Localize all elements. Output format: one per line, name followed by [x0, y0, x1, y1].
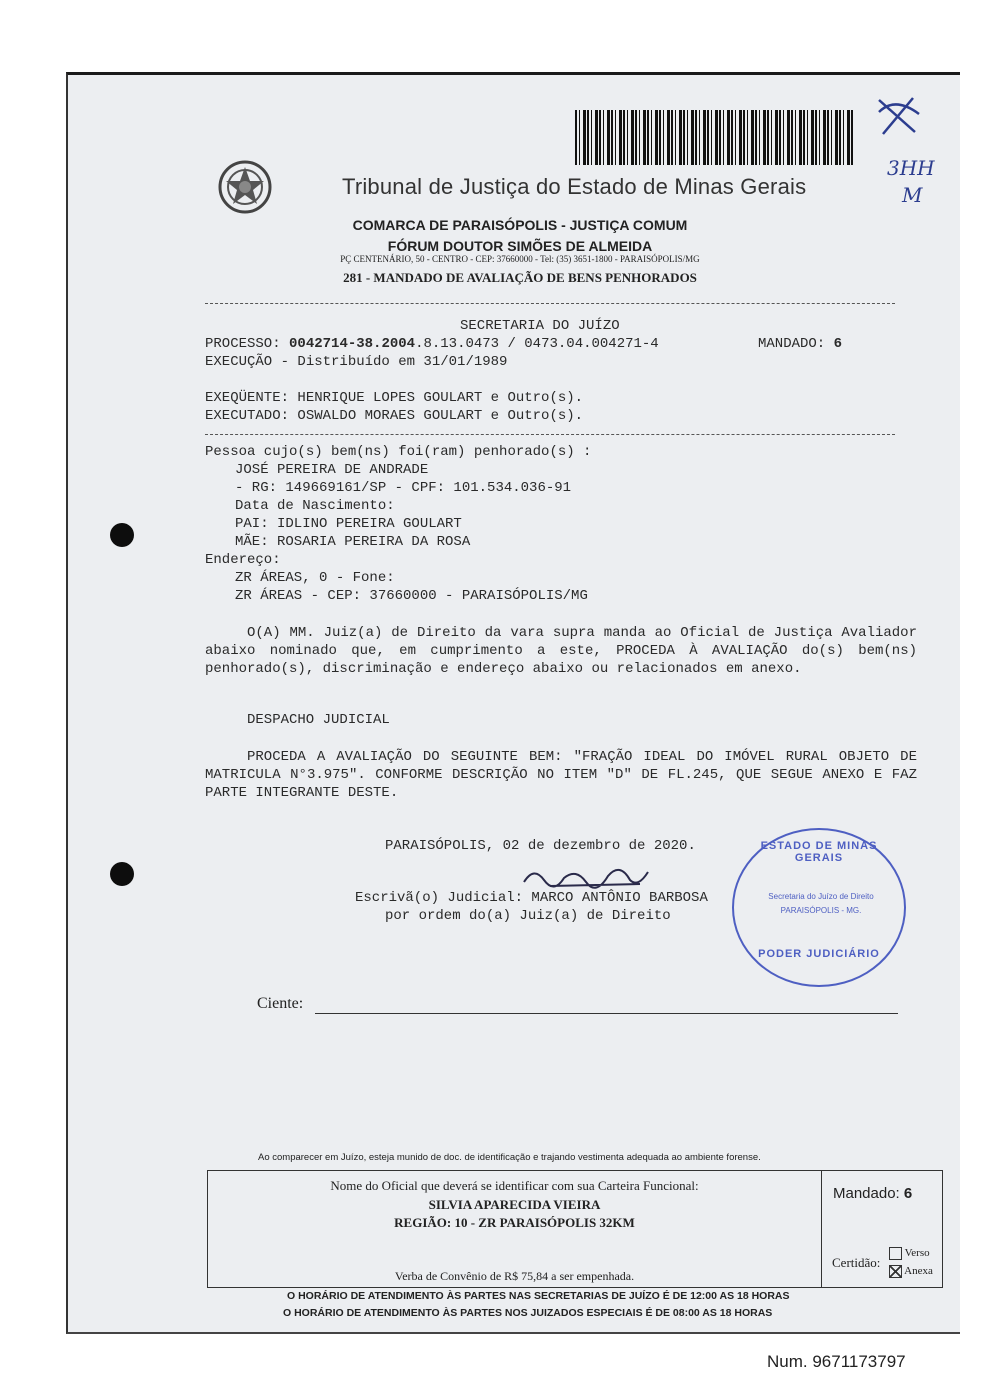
address-line-2: ZR ÁREAS - CEP: 37660000 - PARAISÓPOLIS/MG [235, 588, 588, 604]
certidao-label: Certidão: [832, 1255, 881, 1270]
processo-number-rest: .8.13.0473 / 0473.04.004271-4 [415, 336, 659, 352]
stamp-top-text: ESTADO DE MINAS GERAIS [760, 840, 878, 864]
processo-line [205, 336, 659, 352]
person-name: JOSÉ PEREIRA DE ANDRADE [235, 462, 429, 478]
address-label: Endereço: [205, 552, 281, 568]
forum-address: PÇ CENTENÁRIO, 50 - CENTRO - CEP: 37660000 - Tel: (35) 3651-1800 - PARAISÓPOLIS/MG [340, 254, 700, 264]
mandado-box-number: 6 [903, 1185, 913, 1202]
verso-option [889, 1247, 930, 1260]
person-father: PAI: IDLINO PEREIRA GOULART [235, 516, 462, 532]
executado-line: EXECUTADO: OSWALDO MORAES GOULART e Outro(s). [205, 408, 584, 424]
ciente-signature-line [315, 1013, 898, 1014]
address-line-1: ZR ÁREAS, 0 - Fone: [235, 570, 395, 586]
page-number: Num. 9671173797 [767, 1352, 906, 1371]
mandado-label: MANDADO: [758, 336, 826, 352]
person-birth: Data de Nascimento: [235, 498, 395, 514]
anexa-checkbox[interactable] [889, 1265, 902, 1278]
officer-box [207, 1170, 943, 1288]
hours-line-1: O HORÁRIO DE ATENDIMENTO ÀS PARTES NAS SECRETARIAS DE JUÍZO É DE 12:00 AS 18 HORAS [287, 1290, 790, 1302]
stamp-bottom-text: PODER JUDICIÁRIO [758, 948, 880, 960]
signer-line: Escrivã(o) Judicial: MARCO ANTÔNIO BARBOSA [355, 890, 708, 906]
ciente-label: Ciente: [257, 995, 304, 1012]
mandado-box-line [833, 1185, 912, 1202]
signer-subline: por ordem do(a) Juiz(a) de Direito [385, 908, 671, 924]
divider [205, 434, 895, 435]
processo-number-bold: 0042714-38.2004 [289, 336, 416, 352]
verso-checkbox[interactable] [889, 1247, 902, 1260]
date-line: PARAISÓPOLIS, 02 de dezembro de 2020. [385, 838, 696, 854]
person-mother: MÃE: ROSARIA PEREIRA DA ROSA [235, 534, 471, 550]
document-type: 281 - MANDADO DE AVALIAÇÃO DE BENS PENHORADOS [343, 270, 697, 285]
handwritten-initial: M [902, 183, 923, 207]
anexa-option [889, 1265, 933, 1278]
execucao-line: EXECUÇÃO - Distribuído em 31/01/1989 [205, 354, 508, 370]
officer-name: SILVIA APARECIDA VIEIRA [428, 1197, 601, 1212]
divider [205, 303, 895, 304]
handwritten-note [875, 92, 925, 146]
stamp-middle-text-1: Secretaria do Juízo de Direito [768, 892, 874, 901]
box-divider [821, 1171, 822, 1287]
mandado-box-label: Mandado: [833, 1185, 900, 1202]
hours-line-2: O HORÁRIO DE ATENDIMENTO ÀS PARTES NOS JUIZADOS ESPECIAIS É DE 08:00 AS 18 HORAS [283, 1307, 773, 1319]
barcode [575, 110, 855, 165]
officer-region: REGIÃO: 10 - ZR PARAISÓPOLIS 32KM [394, 1215, 635, 1230]
coat-of-arms-icon [216, 157, 274, 222]
mandado-number: 6 [833, 336, 843, 352]
order-paragraph: O(A) MM. Juiz(a) de Direito da vara supra manda ao Oficial de Justiça Avaliador abaixo nominado que, em cumprimento a este, PROCEDA À AVALIAÇÃO do(s) bem(ns) penhorado(s), discriminação e endereço abaixo ou relacionados em anexo. [205, 625, 917, 677]
punch-hole-top [110, 523, 134, 547]
verso-label: Verso [904, 1247, 930, 1260]
officer-intro: Nome do Oficial que deverá se identificar com sua Carteira Funcional: [330, 1178, 699, 1193]
forum-heading: FÓRUM DOUTOR SIMÕES DE ALMEIDA [387, 238, 653, 254]
mandado-line [758, 336, 842, 352]
official-stamp [732, 828, 906, 987]
punch-hole-bottom [110, 862, 134, 886]
footer-notice: Ao comparecer em Juízo, esteja munido de doc. de identificação e trajando vestimenta adequada ao ambiente forense. [258, 1152, 761, 1163]
despacho-title: DESPACHO JUDICIAL [247, 712, 390, 728]
verba-line: Verba de Convênio de R$ 75,84 a ser empenhada. [394, 1269, 635, 1283]
exequente-line: EXEQÜENTE: HENRIQUE LOPES GOULART e Outro(s). [205, 390, 584, 406]
despacho-paragraph: PROCEDA A AVALIAÇÃO DO SEGUINTE BEM: "FRAÇÃO IDEAL DO IMÓVEL RURAL OBJETO DE MATRICULA N°3.975". CONFORME DESCRIÇÃO NO ITEM "D" DE FL.245, QUE SEGUE ANEXO E FAZ PARTE INTEGRANTE DESTE. [205, 749, 917, 801]
anexa-label: Anexa [904, 1265, 933, 1278]
handwritten-scribble-icon [875, 92, 925, 140]
court-title: Tribunal de Justiça do Estado de Minas Gerais [342, 174, 807, 199]
secretaria-label: SECRETARIA DO JUÍZO [460, 318, 620, 334]
processo-label: PROCESSO: [205, 336, 281, 352]
handwritten-number: 3HH [887, 156, 935, 180]
comarca-heading: COMARCA DE PARAISÓPOLIS - JUSTIÇA COMUM [352, 217, 688, 233]
stamp-middle-text-2: PARAISÓPOLIS - MG. [780, 906, 862, 915]
person-intro: Pessoa cujo(s) bem(ns) foi(ram) penhorado(s) : [205, 444, 592, 460]
person-documents: - RG: 149669161/SP - CPF: 101.534.036-91 [235, 480, 572, 496]
